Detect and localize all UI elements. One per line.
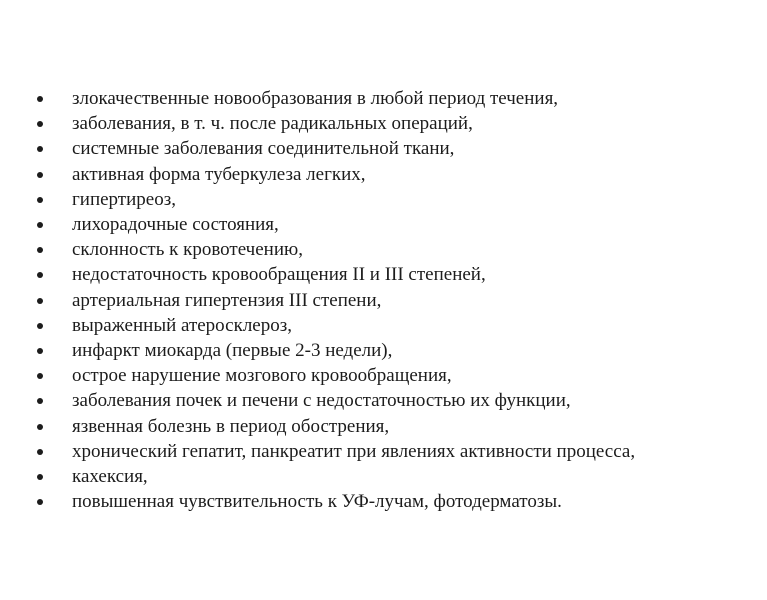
list-item (34, 363, 754, 388)
bullet-icon (37, 474, 43, 480)
list-item-text: заболевания, в т. ч. после радикальных операций, (72, 113, 473, 135)
list-item-text: злокачественные новообразования в любой период течения, (72, 88, 559, 109)
bullet-icon (37, 222, 43, 228)
list-item-text: кахексия, (72, 466, 148, 488)
list-item (34, 489, 754, 514)
bullet-icon (37, 247, 43, 253)
bullet-icon (37, 197, 43, 203)
contraindications-list (34, 86, 754, 514)
list-item (34, 86, 754, 111)
bullet-icon (37, 146, 43, 152)
bullet-icon (37, 499, 43, 505)
list-item-text: выраженный атеросклероз, (72, 314, 292, 336)
list-item (34, 136, 754, 161)
list-item (34, 212, 754, 237)
list-item-text: язвенная болезнь в период обострения, (72, 415, 390, 437)
list-item (34, 237, 754, 262)
list-item (34, 464, 754, 489)
list-item-text: хронический гепатит, панкреатит при явлениях активности процесса, (72, 440, 636, 462)
list-item-text: склонность к кровотечению, (72, 239, 303, 261)
list-item-text: лихорадочные состояния, (72, 214, 279, 236)
list-item (34, 313, 754, 338)
list-item-text: активная форма туберкулеза легких, (72, 163, 366, 185)
list-item-text: гипертиреоз, (72, 188, 176, 210)
bullet-icon (37, 398, 43, 404)
list-item (34, 288, 754, 313)
bullet-icon (37, 424, 43, 430)
bullet-icon (37, 373, 43, 379)
list-item (34, 439, 754, 464)
list-item (34, 262, 754, 287)
bullet-icon (37, 323, 43, 329)
list-item (34, 111, 754, 136)
list-item-text: инфаркт миокарда (первые 2-3 недели), (72, 340, 393, 362)
bullet-icon (37, 449, 43, 455)
list-item (34, 338, 754, 363)
list-item-text: острое нарушение мозгового кровообращения, (72, 365, 452, 387)
bullet-icon (37, 172, 43, 178)
bullet-icon (37, 272, 43, 278)
list-item (34, 414, 754, 439)
bullet-icon (37, 298, 43, 304)
list-item-text: заболевания почек и печени с недостаточностью их функции, (72, 390, 571, 412)
list-item-text: повышенная чувствительность к УФ-лучам, фотодерматозы. (72, 491, 562, 513)
list-item (34, 388, 754, 413)
list-item (34, 162, 754, 187)
bullet-icon (37, 96, 43, 102)
bullet-icon (37, 348, 43, 354)
list-item-text: системные заболевания соединительной ткани, (72, 138, 455, 160)
bullet-icon (37, 121, 43, 127)
list-item (34, 187, 754, 212)
list-item-text: артериальная гипертензия III степени, (72, 289, 382, 311)
list-item-text: недостаточность кровообращения II и III степеней, (72, 264, 486, 286)
